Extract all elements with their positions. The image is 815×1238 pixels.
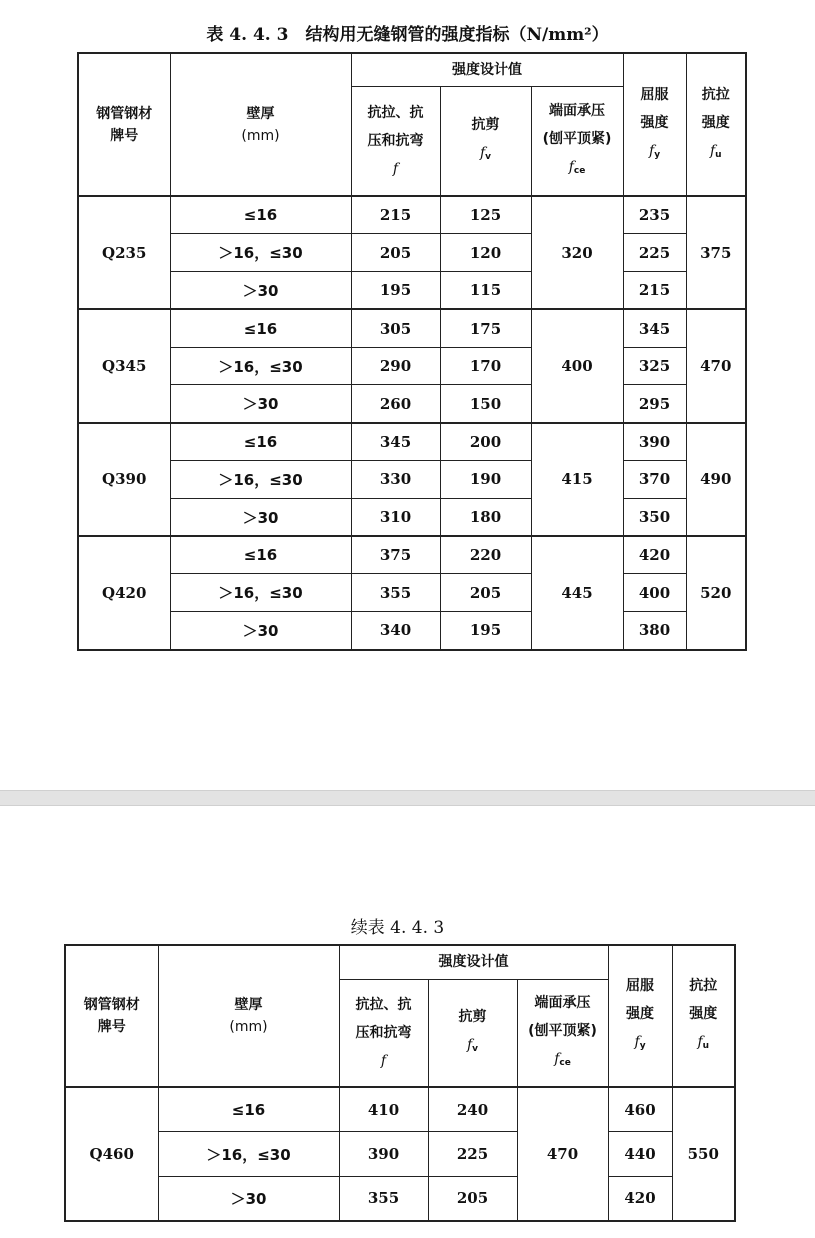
grade-header (65, 945, 158, 1087)
ultimate-header (686, 53, 746, 196)
table-row (78, 234, 746, 272)
yield-header-line1: 屈服 (626, 978, 655, 994)
yield-value-cell: 325 (623, 347, 686, 385)
tension-header-line2: 压和抗弯 (355, 1024, 412, 1041)
shear-header-label: 抗剪 (471, 116, 500, 133)
yield-header-line2: 强度 (640, 114, 669, 131)
thickness-header (158, 945, 339, 1087)
shear-value-cell: 225 (428, 1132, 517, 1177)
yield-value-cell: 400 (623, 574, 686, 612)
tension-value-cell: 195 (351, 272, 440, 310)
ultimate-header (672, 945, 735, 1087)
tension-value-cell: 355 (339, 1176, 428, 1221)
table-row (78, 461, 746, 499)
yield-header-line1: 屈服 (640, 86, 669, 103)
tension-symbol: f (380, 1052, 387, 1069)
ultimate-header-line1: 抗拉 (689, 978, 718, 994)
shear-header (428, 979, 517, 1087)
table-row (78, 612, 746, 650)
thickness-cell: ＞30 (170, 272, 351, 310)
yield-value-cell: 440 (608, 1132, 672, 1177)
tension-value-cell: 410 (339, 1087, 428, 1132)
tension-value-cell: 310 (351, 498, 440, 536)
bearing-value-cell: 445 (531, 536, 623, 649)
bearing-value-cell: 400 (531, 309, 623, 422)
bearing-header-line2: (刨平顶紧) (542, 130, 612, 147)
tension-value-cell: 205 (351, 234, 440, 272)
strength-table (77, 52, 747, 651)
yield-value-cell: 225 (623, 234, 686, 272)
grade-header-line2: 牌号 (110, 127, 139, 144)
ultimate-symbol: $f_u$ (697, 1034, 710, 1051)
table-row (65, 1176, 735, 1221)
yield-value-cell: 420 (623, 536, 686, 574)
ultimate-value-cell: 550 (672, 1087, 735, 1221)
tension-value-cell: 390 (339, 1132, 428, 1177)
thickness-cell: ＞16，≤30 (170, 234, 351, 272)
table-row (65, 1087, 735, 1132)
thickness-header-line2: (mm) (229, 1019, 268, 1035)
yield-value-cell: 460 (608, 1087, 672, 1132)
shear-value-cell: 150 (440, 385, 531, 423)
bearing-value-cell: 415 (531, 423, 623, 536)
thickness-cell: ≤16 (170, 196, 351, 234)
continued-table-header (65, 945, 735, 1087)
table-row (78, 196, 746, 234)
bearing-header-line2: (刨平顶紧) (528, 1022, 597, 1039)
table-row (78, 385, 746, 423)
ultimate-value-cell: 490 (686, 423, 746, 536)
yield-value-cell: 235 (623, 196, 686, 234)
shear-value-cell: 120 (440, 234, 531, 272)
thickness-cell: ＞30 (158, 1176, 339, 1221)
table-row (78, 272, 746, 310)
bearing-symbol: $f_{ce}$ (568, 158, 586, 176)
bearing-header (517, 979, 608, 1087)
tension-value-cell: 375 (351, 536, 440, 574)
bearing-symbol: $f_{ce}$ (554, 1050, 571, 1068)
grade-header (78, 53, 170, 196)
yield-header (608, 945, 672, 1087)
tension-value-cell: 305 (351, 309, 440, 347)
grade-header-line2: 牌号 (97, 1019, 126, 1035)
shear-value-cell: 170 (440, 347, 531, 385)
thickness-header (170, 53, 351, 196)
design-value-header: 强度设计值 (351, 53, 623, 86)
shear-value-cell: 175 (440, 309, 531, 347)
bearing-value-cell: 320 (531, 196, 623, 309)
tension-value-cell: 260 (351, 385, 440, 423)
yield-value-cell: 380 (623, 612, 686, 650)
table-row (78, 574, 746, 612)
yield-value-cell: 420 (608, 1176, 672, 1221)
ultimate-value-cell: 375 (686, 196, 746, 309)
tension-value-cell: 345 (351, 423, 440, 461)
shear-value-cell: 190 (440, 461, 531, 499)
steel-grade-cell: Q235 (78, 196, 170, 309)
shear-header-label: 抗剪 (458, 1008, 487, 1025)
ultimate-value-cell: 470 (686, 309, 746, 422)
grade-header-line1: 钢管钢材 (83, 997, 140, 1013)
shear-header (440, 86, 531, 196)
shear-symbol: $f_v$ (479, 144, 492, 162)
shear-value-cell: 115 (440, 272, 531, 310)
continued-table-title: 续表 4. 4. 3 (350, 918, 445, 938)
bearing-header-line1: 端面承压 (549, 102, 606, 119)
tension-value-cell: 290 (351, 347, 440, 385)
thickness-cell: ＞30 (170, 385, 351, 423)
table-row (78, 498, 746, 536)
bearing-header (531, 86, 623, 196)
shear-value-cell: 220 (440, 536, 531, 574)
table-row (78, 423, 746, 461)
design-value-header: 强度设计值 (339, 945, 608, 979)
table-title: 表 4. 4. 3 结构用无缝钢管的强度指标（N/mm²） (206, 25, 609, 45)
tension-value-cell: 355 (351, 574, 440, 612)
steel-grade-cell: Q390 (78, 423, 170, 536)
thickness-cell: ＞30 (170, 612, 351, 650)
steel-grade-cell: Q460 (65, 1087, 158, 1221)
table-header (78, 53, 746, 196)
thickness-cell: ＞16，≤30 (170, 574, 351, 612)
thickness-cell: ＞16，≤30 (170, 461, 351, 499)
yield-header (623, 53, 686, 196)
tension-header-line1: 抗拉、抗 (367, 104, 424, 121)
table-row (65, 1132, 735, 1177)
yield-symbol: $f_y$ (634, 1034, 646, 1051)
tension-value-cell: 340 (351, 612, 440, 650)
thickness-cell: ≤16 (158, 1087, 339, 1132)
ultimate-value-cell: 520 (686, 536, 746, 649)
thickness-header-line1: 壁厚 (246, 105, 275, 122)
shear-value-cell: 205 (440, 574, 531, 612)
tension-symbol: f (392, 160, 399, 177)
ultimate-header-line2: 强度 (701, 114, 730, 131)
table-body (78, 196, 746, 650)
thickness-header-line1: 壁厚 (234, 997, 263, 1013)
thickness-cell: ＞16，≤30 (170, 347, 351, 385)
yield-header-line2: 强度 (626, 1006, 655, 1022)
thickness-cell: ≤16 (170, 423, 351, 461)
bearing-header-line1: 端面承压 (534, 994, 591, 1011)
thickness-cell: ＞16，≤30 (158, 1132, 339, 1177)
tension-header-line1: 抗拉、抗 (355, 996, 412, 1013)
steel-grade-cell: Q420 (78, 536, 170, 649)
yield-value-cell: 390 (623, 423, 686, 461)
continued-strength-table (64, 944, 736, 1222)
ultimate-symbol: $f_u$ (709, 142, 722, 160)
table-row (78, 347, 746, 385)
thickness-cell: ≤16 (170, 309, 351, 347)
tension-header (339, 979, 428, 1087)
bearing-value-cell: 470 (517, 1087, 608, 1221)
thickness-cell: ≤16 (170, 536, 351, 574)
yield-value-cell: 345 (623, 309, 686, 347)
yield-value-cell: 295 (623, 385, 686, 423)
thickness-cell: ＞30 (170, 498, 351, 536)
steel-grade-cell: Q345 (78, 309, 170, 422)
shear-value-cell: 125 (440, 196, 531, 234)
shear-value-cell: 195 (440, 612, 531, 650)
yield-value-cell: 350 (623, 498, 686, 536)
tension-header-line2: 压和抗弯 (367, 132, 424, 149)
shear-symbol: $f_v$ (466, 1036, 479, 1054)
table-row (78, 309, 746, 347)
shear-value-cell: 240 (428, 1087, 517, 1132)
yield-value-cell: 215 (623, 272, 686, 310)
yield-symbol: $f_y$ (649, 142, 661, 160)
shear-value-cell: 205 (428, 1176, 517, 1221)
table-row (78, 536, 746, 574)
ultimate-header-line1: 抗拉 (701, 86, 730, 103)
thickness-header-line2: (mm) (241, 127, 280, 144)
grade-header-line1: 钢管钢材 (96, 105, 153, 122)
shear-value-cell: 200 (440, 423, 531, 461)
ultimate-header-line2: 强度 (689, 1006, 718, 1022)
tension-value-cell: 330 (351, 461, 440, 499)
yield-value-cell: 370 (623, 461, 686, 499)
tension-value-cell: 215 (351, 196, 440, 234)
continued-table-body (65, 1087, 735, 1221)
page-separator (0, 790, 815, 806)
shear-value-cell: 180 (440, 498, 531, 536)
tension-header (351, 86, 440, 196)
